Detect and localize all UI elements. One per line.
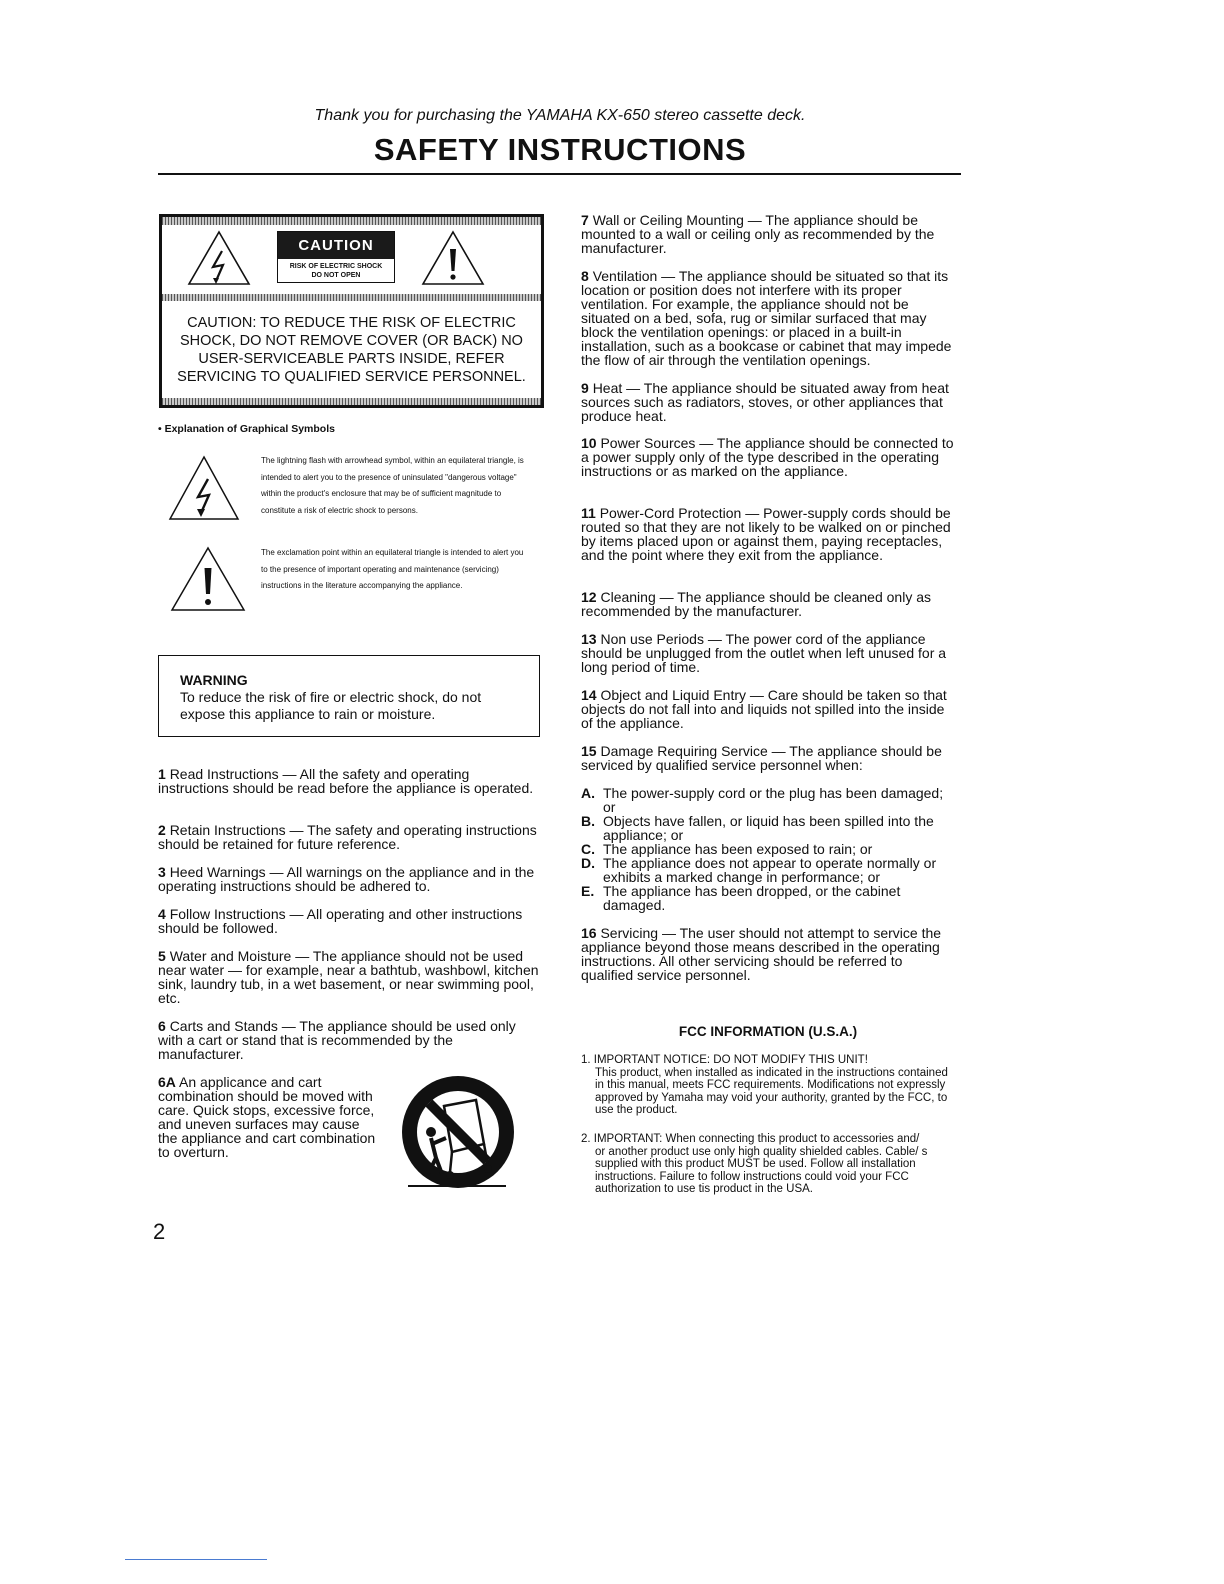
lightning-warning-icon	[186, 229, 252, 287]
item-number: 4	[158, 906, 166, 922]
sub-list-item	[581, 842, 957, 856]
fcc-notice-body: or another product use only high quality shielded cables. Cable/ s supplied with this product MUST be used. Follow all installation instructions. Failure to follow instructions could void your FCC authorization to use tis product in the USA.	[595, 1145, 928, 1195]
list-item	[581, 506, 957, 562]
item-text: Power-Cord Protection — Power-supply cords should be routed so that they are not likely to be walked on or pinched by items placed upon or against them, paying receptacles, and the point where they exit from the appliance.	[581, 505, 951, 563]
hatch-band	[162, 398, 541, 405]
sub-list-item	[581, 814, 957, 842]
sub-item-text: The power-supply cord or the plug has been damaged; or	[603, 785, 944, 815]
caution-box	[159, 214, 544, 408]
fcc-title: FCC INFORMATION (U.S.A.)	[678, 1024, 858, 1039]
caution-label-sub2: DO NOT OPEN	[311, 272, 361, 279]
lightning-warning-icon	[168, 455, 240, 521]
item-number: 3	[158, 864, 166, 880]
item-number: 16	[581, 925, 597, 941]
caution-line: USER-SERVICEABLE PARTS INSIDE, REFER	[198, 351, 505, 367]
sub-list-item	[581, 786, 957, 814]
sub-item-text: The appliance has been exposed to rain; or	[603, 841, 873, 857]
item-text: Carts and Stands — The appliance should be used only with a cart or stand that is recommended by the manufacturer.	[158, 1018, 516, 1062]
sub-item-text: Objects have fallen, or liquid has been spilled into the appliance; or	[603, 813, 934, 843]
item-text: Follow Instructions — All operating and other instructions should be followed.	[158, 906, 523, 936]
list-item	[581, 381, 957, 423]
item-text: Cleaning — The appliance should be cleaned only as recommended by the manufacturer.	[581, 589, 931, 619]
document-subtitle: Thank you for purchasing the YAMAHA KX-650 stereo cassette deck.	[314, 107, 806, 124]
fcc-notice-body: This product, when installed as indicated in the instructions contained in this manual, meets FCC requirements. Modifications not expressly approved by Yamaha may void your authority, granted by the FCC, to use the product.	[595, 1066, 948, 1116]
warning-title: WARNING	[180, 672, 248, 688]
item-text: Water and Moisture — The appliance should not be used near water — for example, near a bathtub, washbowl, kitchen sink, laundry tub, in a wet basement, or near swimming pool, etc.	[158, 948, 539, 1006]
item-number: 2	[158, 822, 166, 838]
list-item	[581, 744, 957, 772]
item-text: Damage Requiring Service — The appliance should be serviced by qualified service personnel when:	[581, 743, 942, 773]
cart-tipover-icon	[398, 1076, 522, 1192]
list-item	[581, 213, 957, 255]
sub-item-letter: D.	[581, 855, 595, 871]
sub-item-letter: C.	[581, 841, 595, 857]
list-item	[158, 1019, 540, 1061]
item-number: 13	[581, 631, 597, 647]
page-title: SAFETY INSTRUCTIONS	[373, 132, 747, 167]
page-number: 2	[153, 1219, 166, 1244]
caution-line: SHOCK, DO NOT REMOVE COVER (OR BACK) NO	[180, 333, 523, 349]
item-number: 15	[581, 743, 597, 759]
warning-box	[158, 655, 540, 737]
caution-label-title: CAUTION	[278, 232, 394, 259]
caution-line: CAUTION: TO REDUCE THE RISK OF ELECTRIC	[187, 315, 516, 331]
sub-list-item	[581, 884, 957, 912]
list-item	[158, 1075, 380, 1159]
sub-item-letter: B.	[581, 813, 595, 829]
item-number: 6	[158, 1018, 166, 1034]
item-text: Retain Instructions — The safety and operating instructions should be retained for future reference.	[158, 822, 537, 852]
caution-label	[277, 231, 395, 283]
list-item	[581, 436, 957, 478]
list-item	[158, 949, 540, 1005]
item-text: An applicance and cart combination should be moved with care. Quick stops, excessive force, and uneven surfaces may cause the appliance and cart combination to overturn.	[158, 1074, 376, 1160]
hatch-band	[162, 294, 541, 301]
sub-item-letter: A.	[581, 785, 595, 801]
item-number: 14	[581, 687, 597, 703]
lightning-explanation: The lightning flash with arrowhead symbol, within an equilateral triangle, is intended to alert you to the presence of uninsulated "dangerous voltage" within the product's enclosure that may be of sufficient magnitude to constitute a risk of electric shock to persons.	[261, 456, 524, 515]
exclamation-explanation: The exclamation point within an equilateral triangle is intended to alert you to the presence of important operating and maintenance (servicing) instructions in the literature accompanying the appliance.	[261, 548, 524, 590]
item-text: Heed Warnings — All warnings on the appliance and in the operating instructions should be adhered to.	[158, 864, 535, 894]
sub-item-text: The appliance does not appear to operate normally or exhibits a marked change in performance; or	[603, 855, 937, 885]
item-number: 6A	[158, 1074, 176, 1090]
title-divider	[158, 173, 961, 175]
exclamation-warning-icon	[420, 229, 486, 287]
item-text: Read Instructions — All the safety and operating instructions should be read before the appliance is operated.	[158, 766, 534, 796]
list-item	[581, 632, 957, 674]
bottom-rule	[125, 1559, 267, 1560]
caution-text	[162, 314, 541, 386]
item-text: Object and Liquid Entry — Care should be taken so that objects do not fall into and liquids not spilled into the inside of the appliance.	[581, 687, 947, 731]
fcc-notice-1	[581, 1054, 957, 1117]
warning-text: To reduce the risk of fire or electric shock, do not expose this appliance to rain or moisture.	[180, 689, 482, 722]
list-item	[158, 767, 540, 795]
item-text: Non use Periods — The power cord of the appliance should be unplugged from the outlet when left unused for a long period of time.	[581, 631, 947, 675]
sub-item-letter: E.	[581, 883, 595, 899]
hatch-band	[162, 217, 541, 225]
item-text: Ventilation — The appliance should be situated so that its location or position does not interfere with its proper ventilation. For example, the appliance should not be situated on a bed, sofa, rug or similar surfaced that may block the ventilation openings: or placed in a built-in installation, such as a bookcase or cabinet that may impede the flow of air through the ventilation openings.	[581, 268, 952, 368]
item-number: 12	[581, 589, 597, 605]
list-item	[581, 590, 957, 618]
exclamation-warning-icon	[170, 546, 246, 612]
item-number: 5	[158, 948, 166, 964]
item-text: Servicing — The user should not attempt to service the appliance beyond those means described in the operating instructions. All other servicing should be referred to qualified service personnel.	[581, 925, 942, 983]
item-number: 9	[581, 380, 589, 396]
sub-list-item	[581, 856, 957, 884]
item-text: Power Sources — The appliance should be connected to a power supply only of the type described in the operating instructions or as marked on the appliance.	[581, 435, 954, 479]
item-number: 8	[581, 268, 589, 284]
list-item	[581, 269, 957, 367]
item-text: Wall or Ceiling Mounting — The appliance should be mounted to a wall or ceiling only as recommended by the manufacturer.	[581, 212, 935, 256]
item-text: Heat — The appliance should be situated away from heat sources such as radiators, stoves, or other appliances that produce heat.	[581, 380, 949, 424]
list-item	[158, 823, 540, 851]
fcc-notice-2	[581, 1133, 957, 1196]
list-item	[158, 865, 540, 893]
explanation-heading: • Explanation of Graphical Symbols	[158, 423, 335, 435]
list-item	[158, 907, 540, 935]
item-number: 10	[581, 435, 597, 451]
item-number: 11	[581, 505, 596, 521]
item-number: 7	[581, 212, 589, 228]
list-item	[581, 926, 957, 982]
list-item	[581, 688, 957, 730]
sub-item-text: The appliance has been dropped, or the cabinet damaged.	[603, 883, 901, 913]
item-number: 1	[158, 766, 166, 782]
caution-line: SERVICING TO QUALIFIED SERVICE PERSONNEL.	[177, 369, 526, 385]
fcc-notice-heading: 2. IMPORTANT: When connecting this product to accessories and/	[581, 1133, 920, 1145]
caution-label-sub1: RISK OF ELECTRIC SHOCK	[289, 263, 383, 270]
fcc-notice-heading: 1. IMPORTANT NOTICE: DO NOT MODIFY THIS UNIT!	[581, 1054, 868, 1066]
